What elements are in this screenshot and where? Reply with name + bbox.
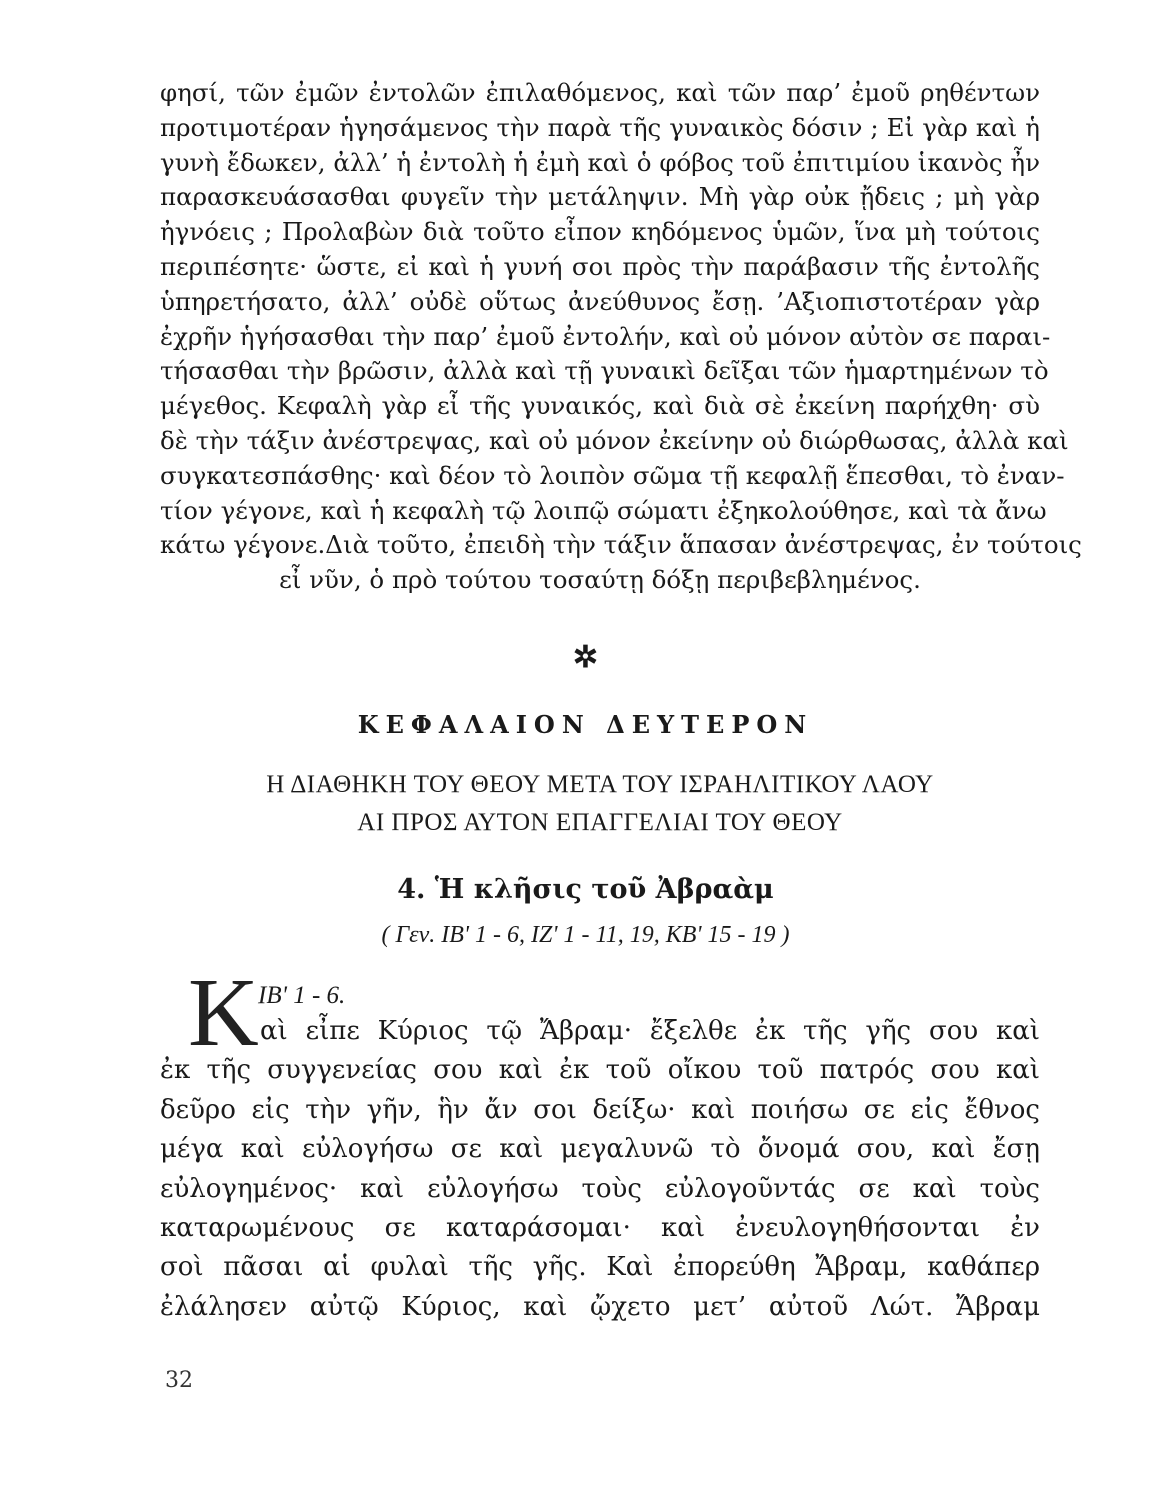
text-line: μέγεθος. Κεφαλὴ γὰρ εἶ τῆς γυναικός, καὶ διὰ σὲ ἐκείνη παρήχθη· σὺ bbox=[160, 391, 1040, 421]
verse-reference: ΙΒ' 1 - 6. bbox=[258, 982, 346, 1009]
text-line: ὑπηρετήσατο, ἀλλ’ οὐδὲ οὕτως ἀνεύθυνος ἔσῃ. ’Αξιοπιστοτέραν γὰρ bbox=[160, 286, 1040, 316]
paragraph-verse bbox=[160, 1012, 1040, 1327]
ornament-icon: ✲ bbox=[572, 640, 599, 675]
text-line: μέγα καὶ εὐλογήσω σε καὶ μεγαλυνῶ τὸ ὄνομά σου, καὶ ἔσῃ bbox=[160, 1134, 1040, 1165]
drop-cap: K bbox=[188, 959, 259, 1067]
section-title: 4. Ἡ κλῆσις τοῦ Ἀβραὰμ bbox=[397, 874, 774, 905]
text-line: συγκατεσπάσθης· καὶ δέον τὸ λοιπὸν σῶμα τῇ κεφαλῇ ἕπεσθαι, τὸ ἐναν- bbox=[160, 460, 1065, 490]
text-line: κάτω γέγονε.Διὰ τοῦτο, ἐπειδὴ τὴν τάξιν ἅπασαν ἀνέστρεψας, ἐν τούτοις bbox=[160, 530, 1082, 560]
text-line: ἐχρῆν ἡγήσασθαι τὴν παρ’ ἐμοῦ ἐντολήν, καὶ οὐ μόνον αὐτὸν σε παραι- bbox=[160, 321, 1051, 351]
chapter-title bbox=[160, 766, 1040, 842]
page-number: 32 bbox=[165, 1368, 193, 1393]
text-line: παρασκευάσασθαι φυγεῖν τὴν μετάληψιν. Μὴ γὰρ οὐκ ᾔδεις ; μὴ γὰρ bbox=[160, 182, 1040, 212]
text-line: γυνὴ ἔδωκεν, ἀλλ’ ἡ ἐντολὴ ἡ ἐμὴ καὶ ὁ φόβος τοῦ ἐπιτιμίου ἱκανὸς ἦν bbox=[160, 147, 1040, 177]
paragraph-continued bbox=[160, 76, 1082, 598]
text-line: τήσασθαι τὴν βρῶσιν, ἀλλὰ καὶ τῇ γυναικὶ δεῖξαι τῶν ἡμαρτημένων τὸ bbox=[160, 356, 1049, 386]
text-line: δεῦρο εἰς τὴν γῆν, ἣν ἄν σοι δείξω· καὶ ποιήσω σε εἰς ἔθνος bbox=[160, 1094, 1040, 1125]
chapter-heading: ΚΕΦΑΛΑΙΟΝ ΔΕΥΤΕΡΟΝ bbox=[357, 710, 814, 739]
scripture-reference: ( Γεν. ΙΒ' 1 - 6, ΙΖ' 1 - 11, 19, ΚΒ' 15 - 19 ) bbox=[381, 922, 790, 948]
text-line: καταρωμένους σε καταράσομαι· καὶ ἐνευλογηθήσονται ἐν bbox=[160, 1213, 1040, 1244]
text-line: περιπέσητε· ὥστε, εἰ καὶ ἡ γυνή σοι πρὸς τὴν παράβασιν τῆς ἐντολῆς bbox=[160, 251, 1040, 281]
text-line: ἐκ τῆς συγγενείας σου καὶ ἐκ τοῦ οἴκου τοῦ πατρός σου καὶ bbox=[160, 1055, 1040, 1086]
text-line: εἶ νῦν, ὁ πρὸ τούτου τοσαύτῃ δόξῃ περιβεβλημένος. bbox=[279, 565, 921, 595]
text-line: φησί, τῶν ἐμῶν ἐντολῶν ἐπιλαθόμενος, καὶ τῶν παρ’ ἐμοῦ ρηθέντων bbox=[160, 78, 1040, 107]
text-line: ἠγνόεις ; Προλαβὼν διὰ τοῦτο εἶπον κηδόμενος ὑμῶν, ἵνα μὴ τούτοις bbox=[160, 217, 1040, 247]
text-line: προτιμοτέραν ἡγησάμενος τὴν παρὰ τῆς γυναικὸς δόσιν ; Εἰ γὰρ καὶ ἡ bbox=[160, 112, 1040, 142]
chapter-title-line: Η ΔΙΑΘΗΚΗ ΤΟΥ ΘΕΟΥ ΜΕΤΑ ΤΟΥ ΙΣΡΑΗΛΙΤΙΚΟΥ ΛΑΟΥ bbox=[266, 771, 934, 798]
text-line: σοὶ πᾶσαι αἱ φυλαὶ τῆς γῆς. Καὶ ἐπορεύθη Ἄβραμ, καθάπερ bbox=[160, 1252, 1040, 1283]
text-line: τίον γέγονε, καὶ ἡ κεφαλὴ τῷ λοιπῷ σώματι ἐξηκολούθησε, καὶ τὰ ἄνω bbox=[160, 495, 1047, 525]
chapter-title-line: ΑΙ ΠΡΟΣ ΑΥΤΟΝ ΕΠΑΓΓΕΛΙΑΙ ΤΟΥ ΘΕΟΥ bbox=[357, 809, 843, 836]
text-line: εὐλογημένος· καὶ εὐλογήσω τοὺς εὐλογοῦντάς σε καὶ τοὺς bbox=[160, 1173, 1040, 1204]
text-line: δὲ τὴν τάξιν ἀνέστρεψας, καὶ οὐ μόνον ἐκείνην οὐ διώρθωσας, ἀλλὰ καὶ bbox=[160, 425, 1069, 455]
text-line: αὶ εἶπε Κύριος τῷ Ἄβραμ· ἔξελθε ἐκ τῆς γῆς σου καὶ bbox=[260, 1016, 1040, 1046]
text-line: ἐλάλησεν αὐτῷ Κύριος, καὶ ᾤχετο μετ’ αὐτοῦ Λώτ. Ἄβραμ bbox=[160, 1291, 1040, 1322]
